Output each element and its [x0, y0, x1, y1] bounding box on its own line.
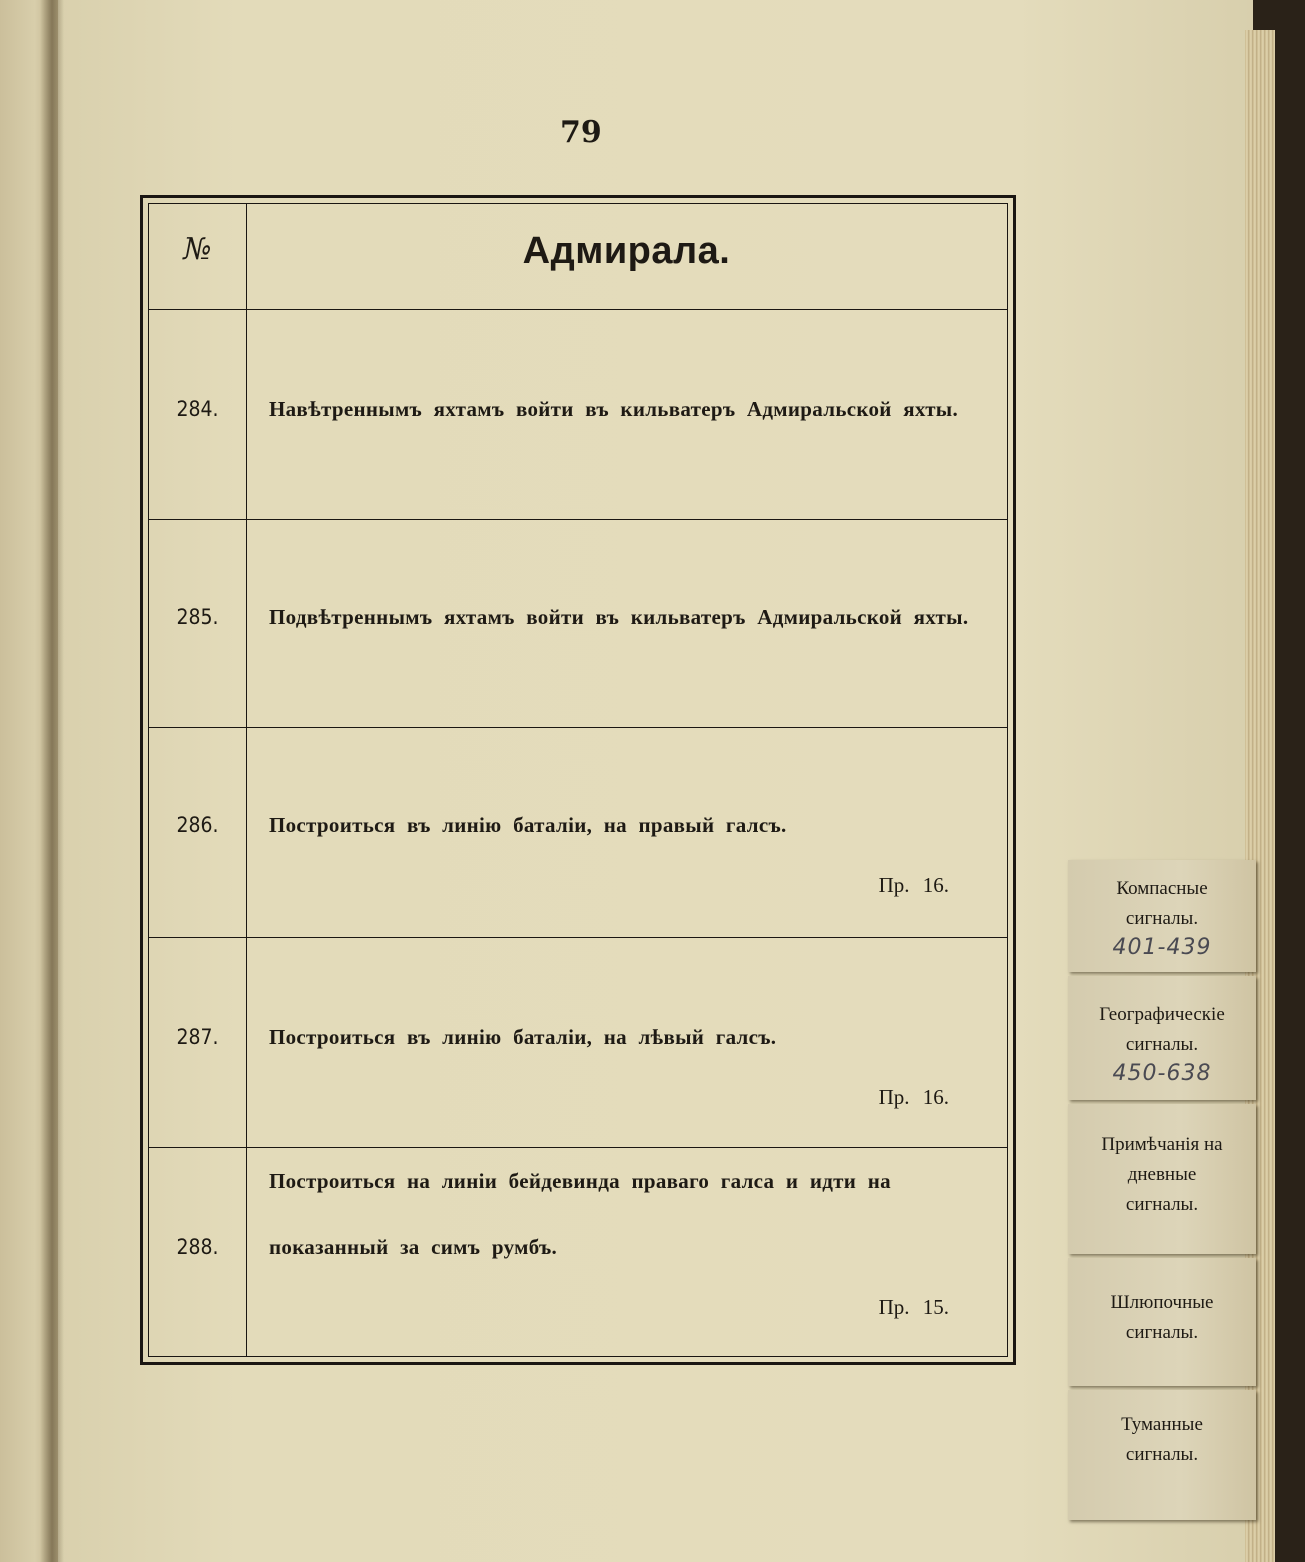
reference-note: Пр. 16.	[878, 1085, 949, 1109]
tab-label: Географическіе	[1099, 1004, 1225, 1025]
number-column-header: №	[183, 232, 212, 267]
signal-text: Подвѣтреннымъ яхтамъ войти въ кильватеръ Адмиральской яхты.	[269, 605, 969, 629]
table-row	[149, 309, 1007, 520]
tab-day-signal-notes[interactable]	[1068, 1104, 1256, 1254]
table-header-row	[149, 204, 1007, 310]
tab-label: сигналы.	[1125, 1034, 1199, 1055]
tab-compass-signals[interactable]	[1068, 860, 1256, 972]
signal-text-line2: показанный за симъ румбъ.	[269, 1235, 558, 1259]
tab-label: дневные	[1127, 1164, 1197, 1185]
table-row	[149, 519, 1007, 728]
signal-table	[140, 195, 1016, 1365]
signal-number: 287.	[176, 1025, 219, 1049]
reference-note: Пр. 16.	[878, 873, 949, 897]
tab-label: сигналы.	[1125, 1194, 1199, 1215]
signal-number: 284.	[176, 397, 219, 421]
tab-geographic-signals[interactable]	[1068, 976, 1256, 1100]
signal-text: Построиться въ линію баталіи, на лѣвый галсъ.	[269, 1025, 777, 1049]
tab-label: сигналы.	[1125, 1322, 1199, 1343]
tab-label: Компасные	[1116, 878, 1208, 899]
tab-boat-signals[interactable]	[1068, 1258, 1256, 1386]
handwritten-range: 401-439	[1112, 935, 1212, 960]
tab-label: Примѣчанія на	[1101, 1134, 1223, 1155]
book-gutter	[40, 0, 64, 1562]
signal-table-inner	[148, 203, 1008, 1357]
page-number: 79	[560, 115, 602, 150]
tab-fog-signals[interactable]	[1068, 1390, 1256, 1520]
signal-number: 285.	[176, 605, 219, 629]
signal-number: 286.	[176, 813, 219, 837]
reference-note: Пр. 15.	[878, 1295, 949, 1319]
signal-number: 288.	[176, 1235, 219, 1259]
handwritten-range: 450-638	[1112, 1061, 1212, 1086]
tab-label: сигналы.	[1125, 1444, 1199, 1465]
table-row	[149, 727, 1007, 938]
signal-text-line1: Построиться на линіи бейдевинда праваго галса и идти на	[269, 1169, 891, 1193]
tab-label: Туманные	[1121, 1414, 1203, 1435]
table-title: Адмирала.	[522, 230, 731, 272]
tab-label: сигналы.	[1125, 908, 1199, 929]
signal-text: Навѣтреннымъ яхтамъ войти въ кильватеръ Адмиральской яхты.	[269, 397, 959, 421]
signal-text: Построиться въ линію баталіи, на правый галсъ.	[269, 813, 787, 837]
table-row	[149, 1147, 1007, 1355]
tab-label: Шлюпочные	[1110, 1292, 1214, 1313]
table-row	[149, 937, 1007, 1148]
